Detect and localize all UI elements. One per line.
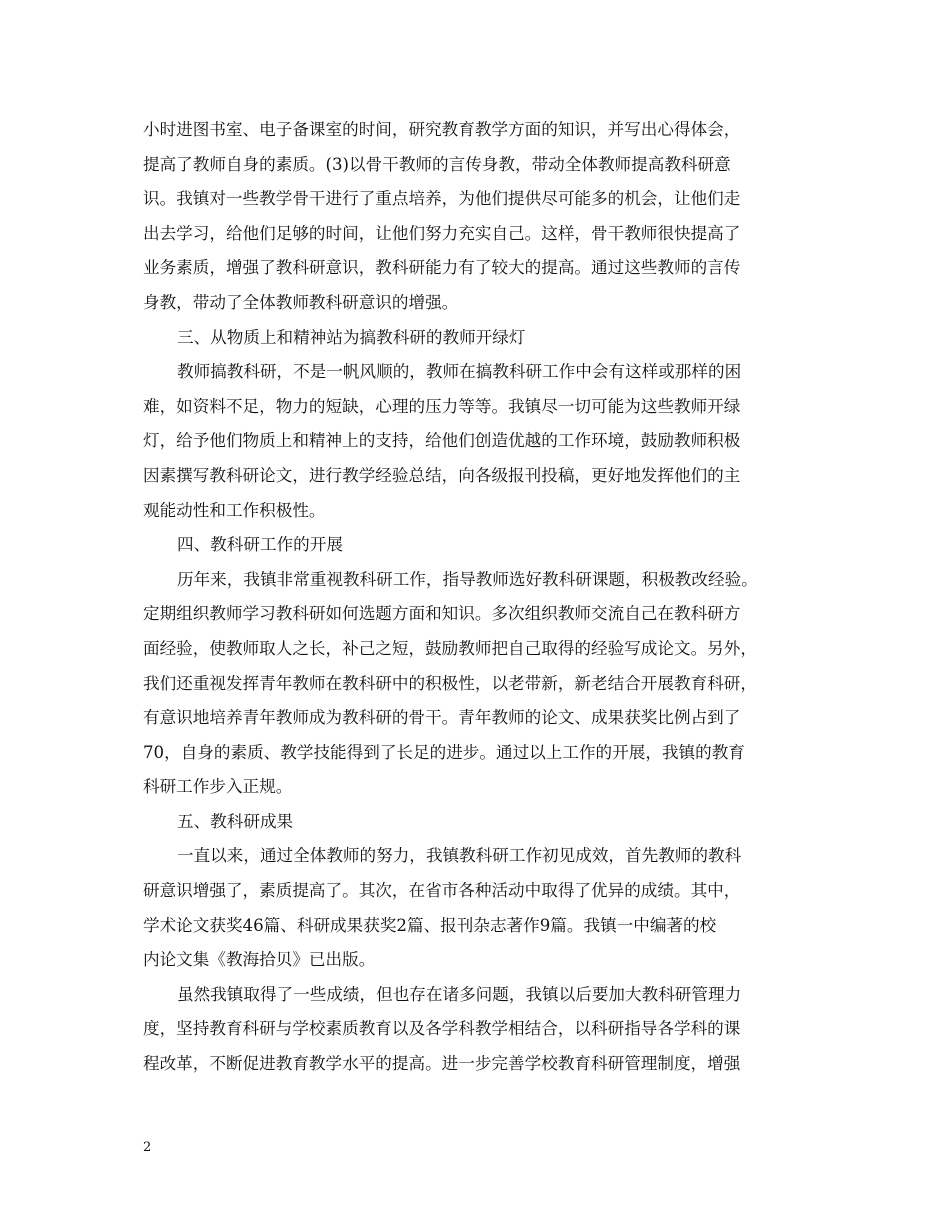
text-line: 难，如资料不足，物力的短缺，心理的压力等等。我镇尽一切可能为这些教师开绿 [143,396,741,416]
text-line: 灯，给予他们物质上和精神上的支持，给他们创造优越的工作环境，鼓励教师积极 [143,431,741,451]
text-line: 内论文集《教海拾贝》已出版。 [143,950,376,970]
text-line: 历年来，我镇非常重视教科研工作，指导教师选好教科研课题，积极教改经验。 [177,569,758,589]
text-line: 一直以来，通过全体教师的努力，我镇教科研工作初见成效，首先教师的教科 [177,846,742,866]
text-line: 因素撰写教科研论文，进行教学经验总结，向各级报刊投稿，更好地发挥他们的主 [143,465,741,485]
text-line: 虽然我镇取得了一些成绩，但也存在诸多问题，我镇以后要加大教科研管理力 [177,984,742,1004]
text-line: 识。我镇对一些教学骨干进行了重点培养，为他们提供尽可能多的机会，让他们走 [143,189,741,209]
text-line: 科研工作步入正规。 [143,777,293,797]
text-line: 五、教科研成果 [177,811,294,831]
body-text [143,113,823,1082]
text-line: 学术论文获奖46篇、科研成果获奖2篇、报刊杂志著作9篇。我镇一中编著的校 [143,915,717,935]
text-line: 研意识增强了，素质提高了。其次，在省市各种活动中取得了优异的成绩。其中， [143,881,741,901]
text-line: 我们还重视发挥青年教师在教科研中的积极性，以老带新，新老结合开展教育科研， [143,673,757,693]
page-number: 2 [143,1140,152,1155]
text-line: 70，自身的素质、教学技能得到了长足的进步。通过以上工作的开展，我镇的教育 [143,742,745,762]
text-line: 三、从物质上和精神站为搞教科研的教师开绿灯 [177,327,526,347]
text-line: 有意识地培养青年教师成为教科研的骨干。青年教师的论文、成果获奖比例占到了 [143,708,741,728]
text-line: 小时进图书室、电子备课室的时间，研究教育教学方面的知识，并写出心得体会， [143,120,741,139]
text-line: 教师搞教科研，不是一帆风顺的，教师在搞教科研工作中会有这样或那样的困 [177,362,742,382]
text-line: 观能动性和工作积极性。 [143,500,326,520]
text-line: 四、教科研工作的开展 [177,535,343,555]
text-line: 出去学习，给他们足够的时间，让他们努力充实自己。这样，骨干教师很快提高了 [143,223,741,243]
text-line: 定期组织教师学习教科研如何选题方面和知识。多次组织教师交流自己在教科研方 [143,604,741,624]
text-line: 业务素质，增强了教科研意识，教科研能力有了较大的提高。通过这些教师的言传 [143,258,741,278]
text-line: 提高了教师自身的素质。(3)以骨干教师的言传身教，带动全体教师提高教科研意 [143,154,731,174]
text-line: 程改革，不断促进教育教学水平的提高。进一步完善学校教育科研管理制度，增强 [143,1054,741,1074]
text-line: 度，坚持教育科研与学校素质教育以及各学科教学相结合，以科研指导各学科的课 [143,1019,741,1039]
text-line: 面经验，使教师取人之长，补己之短，鼓励教师把自己取得的经验写成论文。另外， [143,638,757,658]
text-line: 身教，带动了全体教师教科研意识的增强。 [143,292,459,312]
